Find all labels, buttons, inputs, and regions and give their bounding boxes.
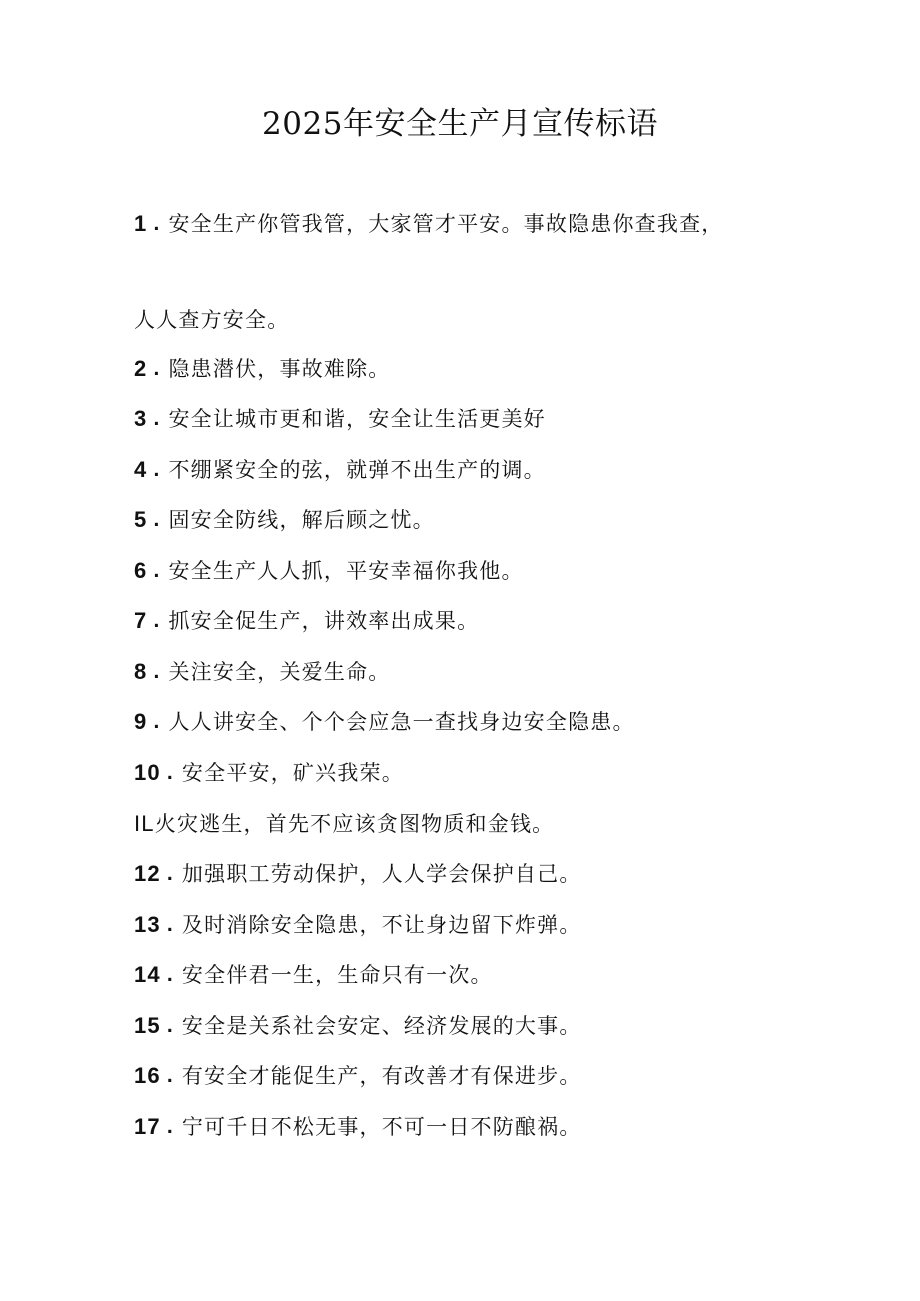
- item-text: 安全是关系社会安定、经济发展的大事。: [181, 1014, 582, 1038]
- list-item: [134, 1110, 582, 1144]
- item-number: 15: [134, 1013, 161, 1038]
- item-number: 13: [134, 912, 161, 937]
- item-number: 6: [134, 558, 148, 583]
- item-separator: .: [166, 1014, 174, 1037]
- item-text: 安全伴君一生，生命只有一次。: [181, 963, 493, 987]
- list-item: [134, 908, 582, 942]
- item-number: 5: [134, 507, 148, 532]
- page-title: 2025年安全生产月宣传标语: [262, 106, 658, 142]
- item-number: 3: [134, 406, 148, 431]
- item-number: 14: [134, 962, 161, 987]
- item-separator: .: [153, 609, 161, 632]
- item-text: 加强职工劳动保护，人人学会保护自己。: [181, 862, 582, 886]
- list-item: [134, 207, 723, 241]
- list-item: [134, 1009, 582, 1043]
- item-text: 及时消除安全隐患，不让身边留下炸弹。: [181, 913, 582, 937]
- item-separator: .: [166, 913, 174, 936]
- item-separator: .: [166, 862, 174, 885]
- item-text: 人人讲安全、个个会应急一查找身边安全隐患。: [168, 710, 635, 734]
- item-text: 安全生产你管我管，大家管才平安。事故隐患你查我查，: [168, 212, 724, 236]
- item-text: 固安全防线，解后顾之忧。: [168, 508, 435, 532]
- list-item: [134, 453, 546, 487]
- list-item: [134, 655, 390, 689]
- item-text: 有安全才能促生产，有改善才有保进步。: [181, 1064, 582, 1088]
- list-item: [134, 807, 554, 841]
- item-text: 抓安全促生产，讲效率出成果。: [168, 609, 480, 633]
- item-number: IL: [134, 811, 155, 836]
- item-number: 1: [134, 211, 148, 236]
- item-text: 人人查方安全。: [134, 308, 290, 332]
- item-text: 安全生产人人抓，平安幸福你我他。: [168, 559, 524, 583]
- list-item: [134, 503, 435, 537]
- list-item: [134, 857, 582, 891]
- item-text: 火灾逃生，首先不应该贪图物质和金钱。: [154, 812, 555, 836]
- item-text: 不绷紧安全的弦，就弹不出生产的调。: [168, 458, 546, 482]
- list-item: [134, 604, 479, 638]
- list-item: [134, 756, 404, 790]
- item-number: 16: [134, 1063, 161, 1088]
- item-number: 17: [134, 1114, 161, 1139]
- item-separator: .: [153, 660, 161, 683]
- list-item: [134, 958, 493, 992]
- item-separator: .: [153, 357, 161, 380]
- item-number: 9: [134, 709, 148, 734]
- item-separator: .: [166, 1115, 174, 1138]
- item-number: 10: [134, 760, 161, 785]
- item-text: 安全平安，矿兴我荣。: [181, 761, 404, 785]
- item-text: 关注安全，关爱生命。: [168, 660, 391, 684]
- list-item: [134, 303, 289, 337]
- item-separator: .: [153, 508, 161, 531]
- item-number: 8: [134, 659, 148, 684]
- item-separator: .: [153, 710, 161, 733]
- item-separator: .: [153, 458, 161, 481]
- item-separator: .: [166, 1064, 174, 1087]
- item-number: 2: [134, 356, 148, 381]
- list-item: [134, 705, 635, 739]
- item-text: 安全让城市更和谐，安全让生活更美好: [168, 407, 546, 431]
- list-item: [134, 402, 546, 436]
- item-number: 4: [134, 457, 148, 482]
- item-number: 12: [134, 861, 161, 886]
- item-separator: .: [153, 559, 161, 582]
- item-separator: .: [166, 761, 174, 784]
- item-number: 7: [134, 608, 148, 633]
- item-separator: .: [166, 963, 174, 986]
- item-separator: .: [153, 407, 161, 430]
- item-text: 隐患潜伏，事故难除。: [168, 357, 391, 381]
- item-text: 宁可千日不松无事，不可一日不防酿祸。: [181, 1115, 582, 1139]
- list-item: [134, 1059, 582, 1093]
- list-item: [134, 554, 524, 588]
- list-item: [134, 352, 390, 386]
- item-separator: .: [153, 212, 161, 235]
